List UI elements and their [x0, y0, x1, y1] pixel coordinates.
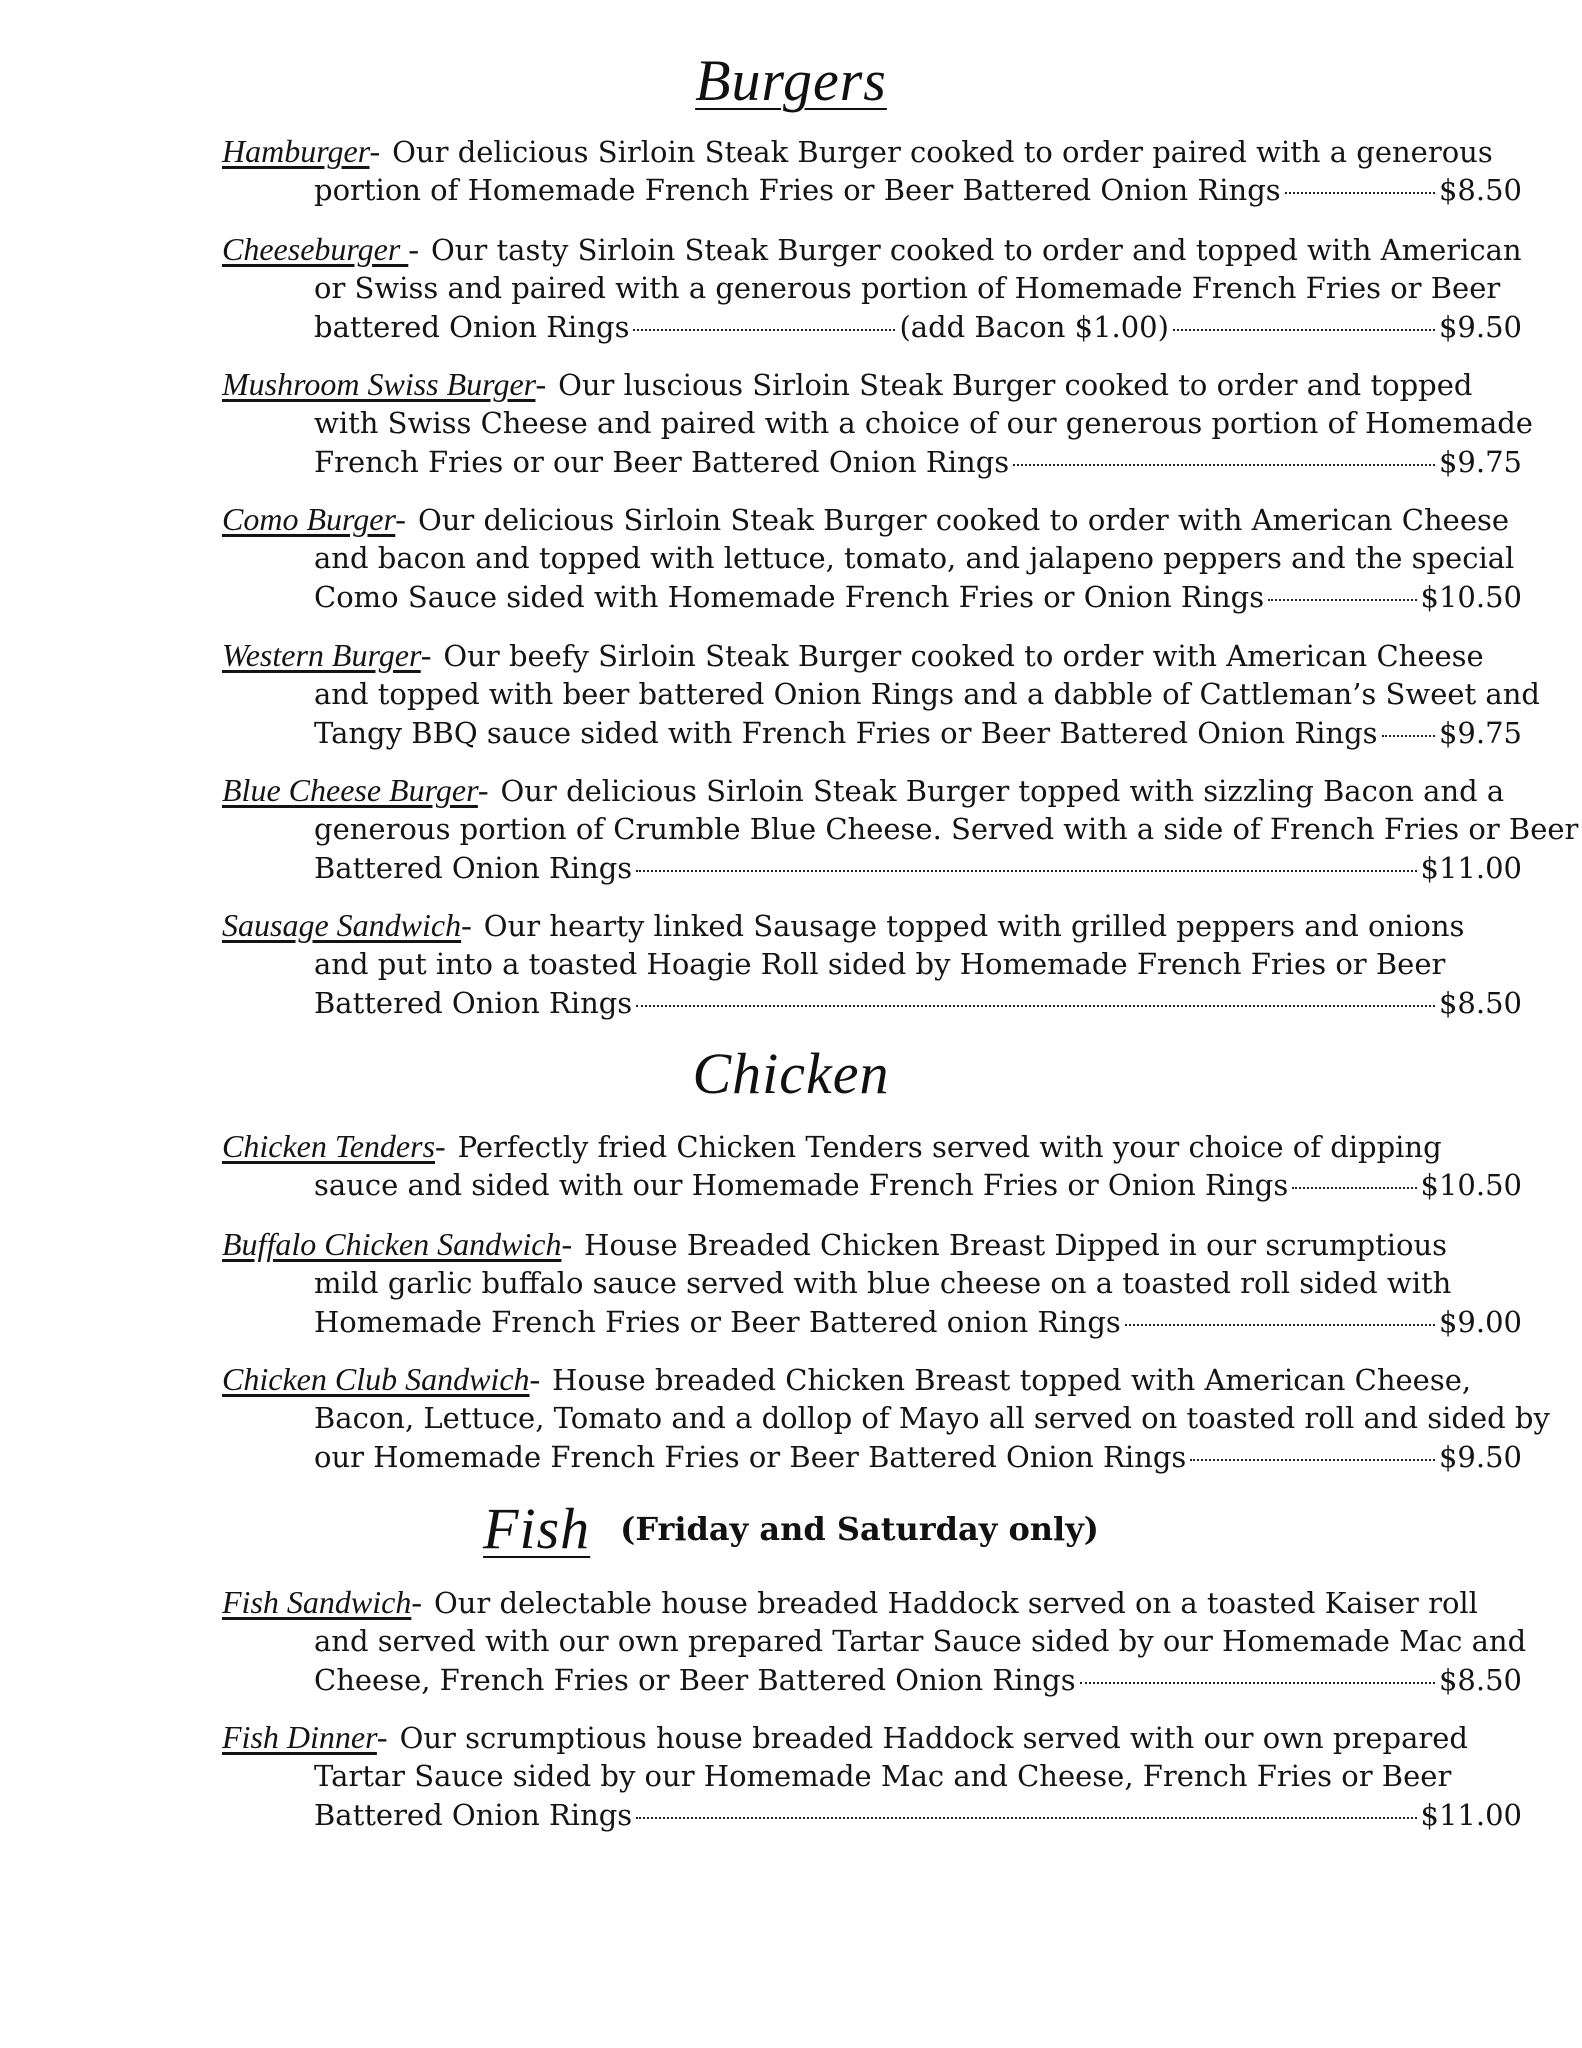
item-price: $9.50: [1438, 1440, 1522, 1474]
item-desc: Our delicious Sirloin Steak Burger cooked to order with American Cheese: [417, 503, 1510, 537]
item-desc: and topped with beer battered Onion Rings and a dabble of Cattleman’s Sweet and: [314, 677, 1540, 711]
dot-leader: [1125, 1324, 1435, 1326]
item-price: $9.50: [1438, 310, 1522, 344]
item-desc: with Swiss Cheese and paired with a choice of our generous portion of Homemade: [314, 406, 1533, 440]
item-desc: and bacon and topped with lettuce, tomato, and jalapeno peppers and the special: [314, 541, 1515, 575]
menu-item-como-burger: Como Burger- Our delicious Sirloin Steak Burger cooked to order with American Cheese and bacon and topped with lettuce, tomato, and jalapeno peppers and the special Como Sauce sided with Homemade French Fries or Onion Rings $10.50: [222, 500, 1522, 617]
item-name: Blue Cheese Burger: [222, 772, 478, 808]
dot-leader: [636, 1005, 1435, 1007]
item-price: $8.50: [1438, 986, 1522, 1020]
dot-leader: [636, 870, 1416, 872]
item-name: Fish Sandwich: [222, 1584, 412, 1620]
item-name: Como Burger: [222, 501, 396, 537]
item-addon: (add Bacon $1.00): [899, 310, 1169, 344]
dot-leader: [1080, 1682, 1435, 1684]
item-name: Chicken Club Sandwich: [222, 1361, 530, 1397]
item-name: Chicken Tenders: [222, 1128, 436, 1164]
item-desc: Our delicious Sirloin Steak Burger topped with sizzling Bacon and a: [500, 774, 1505, 808]
dot-leader: [1268, 599, 1416, 601]
menu-item-hamburger: Hamburger- Our delicious Sirloin Steak Burger cooked to order paired with a generous portion of Homemade French Fries or Beer Battered Onion Rings $8.50: [222, 132, 1522, 210]
item-desc: Perfectly fried Chicken Tenders served with your choice of dipping: [457, 1130, 1442, 1164]
item-desc: House breaded Chicken Breast topped with American Cheese,: [552, 1363, 1472, 1397]
item-name: Sausage Sandwich: [222, 907, 462, 943]
item-price: $11.00: [1420, 851, 1522, 885]
item-price: $9.75: [1438, 716, 1522, 750]
menu-item-cheeseburger: Cheeseburger - Our tasty Sirloin Steak Burger cooked to order and topped with American or Swiss and paired with a generous portion of Homemade French Fries or Beer battered Onion Rings (add Bacon $1.00) $9.50: [222, 230, 1522, 347]
item-price: $8.50: [1438, 173, 1522, 207]
item-desc: battered Onion Rings: [314, 310, 630, 344]
dot-leader: [633, 329, 895, 331]
item-name: Cheeseburger: [222, 231, 409, 267]
item-desc: Our scrumptious house breaded Haddock served with our own prepared: [399, 1721, 1468, 1755]
fish-heading: Fish (Friday and Saturday only): [483, 1496, 1099, 1561]
item-desc: Cheese, French Fries or Beer Battered Onion Rings: [314, 1663, 1076, 1697]
item-desc: Our luscious Sirloin Steak Burger cooked to order and topped: [558, 368, 1473, 402]
menu-item-western-burger: Western Burger- Our beefy Sirloin Steak Burger cooked to order with American Cheese and topped with beer battered Onion Rings and a dabble of Cattleman’s Sweet and Tangy BBQ sauce sided with French Fries or Beer Battered Onion Rings $9.75: [222, 636, 1522, 753]
menu-item-fish-sandwich: Fish Sandwich- Our delectable house breaded Haddock served on a toasted Kaiser roll and served with our own prepared Tartar Sauce sided by our Homemade Mac and Cheese, French Fries or Beer Battered Onion Rings $8.50: [222, 1583, 1522, 1700]
dot-leader: [1382, 735, 1435, 737]
item-desc: and put into a toasted Hoagie Roll sided by Homemade French Fries or Beer: [314, 947, 1446, 981]
item-price: $11.00: [1420, 1798, 1522, 1832]
item-desc: our Homemade French Fries or Beer Battered Onion Rings: [314, 1440, 1187, 1474]
item-desc: Battered Onion Rings: [314, 1798, 633, 1832]
item-price: $9.75: [1438, 445, 1522, 479]
item-desc: Bacon, Lettuce, Tomato and a dollop of Mayo all served on toasted roll and sided by: [314, 1401, 1550, 1435]
item-name: Hamburger: [222, 133, 370, 169]
item-name: Western Burger: [222, 637, 421, 673]
menu-item-sausage-sandwich: Sausage Sandwich- Our hearty linked Sausage topped with grilled peppers and onions and put into a toasted Hoagie Roll sided by Homemade French Fries or Beer Battered Onion Rings $8.50: [222, 906, 1522, 1023]
item-desc: Como Sauce sided with Homemade French Fries or Onion Rings: [314, 580, 1265, 614]
menu-item-chicken-club-sandwich: Chicken Club Sandwich- House breaded Chicken Breast topped with American Cheese, Bacon, Lettuce, Tomato and a dollop of Mayo all served on toasted roll and sided by our Homemade French Fries or Beer Battered Onion Rings $9.50: [222, 1360, 1522, 1477]
item-desc: Our delectable house breaded Haddock served on a toasted Kaiser roll: [433, 1586, 1478, 1620]
menu-item-chicken-tenders: Chicken Tenders- Perfectly fried Chicken Tenders served with your choice of dipping sauce and sided with our Homemade French Fries or Onion Rings $10.50: [222, 1127, 1522, 1205]
fish-availability-note: (Friday and Saturday only): [620, 1510, 1099, 1548]
dot-leader: [1285, 192, 1435, 194]
dot-leader: [1013, 464, 1435, 466]
item-desc: Tangy BBQ sauce sided with French Fries or Beer Battered Onion Rings: [314, 716, 1378, 750]
item-desc: Our beefy Sirloin Steak Burger cooked to order with American Cheese: [443, 639, 1484, 673]
item-desc: Homemade French Fries or Beer Battered onion Rings: [314, 1305, 1121, 1339]
dot-leader: [1190, 1459, 1435, 1461]
item-desc: and served with our own prepared Tartar Sauce sided by our Homemade Mac and: [314, 1624, 1527, 1658]
item-desc: French Fries or our Beer Battered Onion Rings: [314, 445, 1010, 479]
item-price: $9.00: [1438, 1305, 1522, 1339]
item-name: Fish Dinner: [222, 1719, 377, 1755]
item-desc: portion of Homemade French Fries or Beer Battered Onion Rings: [314, 173, 1281, 207]
burgers-heading: Burgers: [695, 48, 887, 113]
menu-item-mushroom-swiss-burger: Mushroom Swiss Burger- Our luscious Sirloin Steak Burger cooked to order and topped with Swiss Cheese and paired with a choice of our generous portion of Homemade French Fries or our Beer Battered Onion Rings $9.75: [222, 365, 1522, 482]
item-desc: Battered Onion Rings: [314, 986, 633, 1020]
item-desc: sauce and sided with our Homemade French Fries or Onion Rings: [314, 1168, 1289, 1202]
item-price: $10.50: [1420, 1168, 1522, 1202]
item-name: Mushroom Swiss Burger: [222, 366, 536, 402]
menu-item-buffalo-chicken-sandwich: Buffalo Chicken Sandwich- House Breaded Chicken Breast Dipped in our scrumptious mild garlic buffalo sauce served with blue cheese on a toasted roll sided with Homemade French Fries or Beer Battered onion Rings $9.00: [222, 1225, 1522, 1342]
item-desc: Our delicious Sirloin Steak Burger cooked to order paired with a generous: [392, 135, 1493, 169]
item-desc: House Breaded Chicken Breast Dipped in our scrumptious: [584, 1228, 1448, 1262]
item-desc: or Swiss and paired with a generous portion of Homemade French Fries or Beer: [314, 271, 1501, 305]
item-price: $8.50: [1438, 1663, 1522, 1697]
item-desc: generous portion of Crumble Blue Cheese. Served with a side of French Fries or Beer: [314, 812, 1579, 846]
dot-leader: [1173, 329, 1435, 331]
dot-leader: [636, 1817, 1416, 1819]
item-price: $10.50: [1420, 580, 1522, 614]
menu-item-blue-cheese-burger: Blue Cheese Burger- Our delicious Sirloin Steak Burger topped with sizzling Bacon and a generous portion of Crumble Blue Cheese. Served with a side of French Fries or Beer Battered Onion Rings $11.00: [222, 771, 1522, 888]
item-desc: Our tasty Sirloin Steak Burger cooked to order and topped with American: [430, 233, 1522, 267]
chicken-heading: Chicken: [692, 1041, 890, 1106]
item-desc: mild garlic buffalo sauce served with blue cheese on a toasted roll sided with: [314, 1266, 1452, 1300]
item-desc: Tartar Sauce sided by our Homemade Mac and Cheese, French Fries or Beer: [314, 1759, 1452, 1793]
menu-item-fish-dinner: Fish Dinner- Our scrumptious house breaded Haddock served with our own prepared Tartar Sauce sided by our Homemade Mac and Cheese, French Fries or Beer Battered Onion Rings $11.00: [222, 1718, 1522, 1835]
item-desc: Battered Onion Rings: [314, 851, 633, 885]
item-name: Buffalo Chicken Sandwich: [222, 1226, 562, 1262]
dot-leader: [1292, 1187, 1416, 1189]
item-desc: Our hearty linked Sausage topped with grilled peppers and onions: [483, 909, 1465, 943]
